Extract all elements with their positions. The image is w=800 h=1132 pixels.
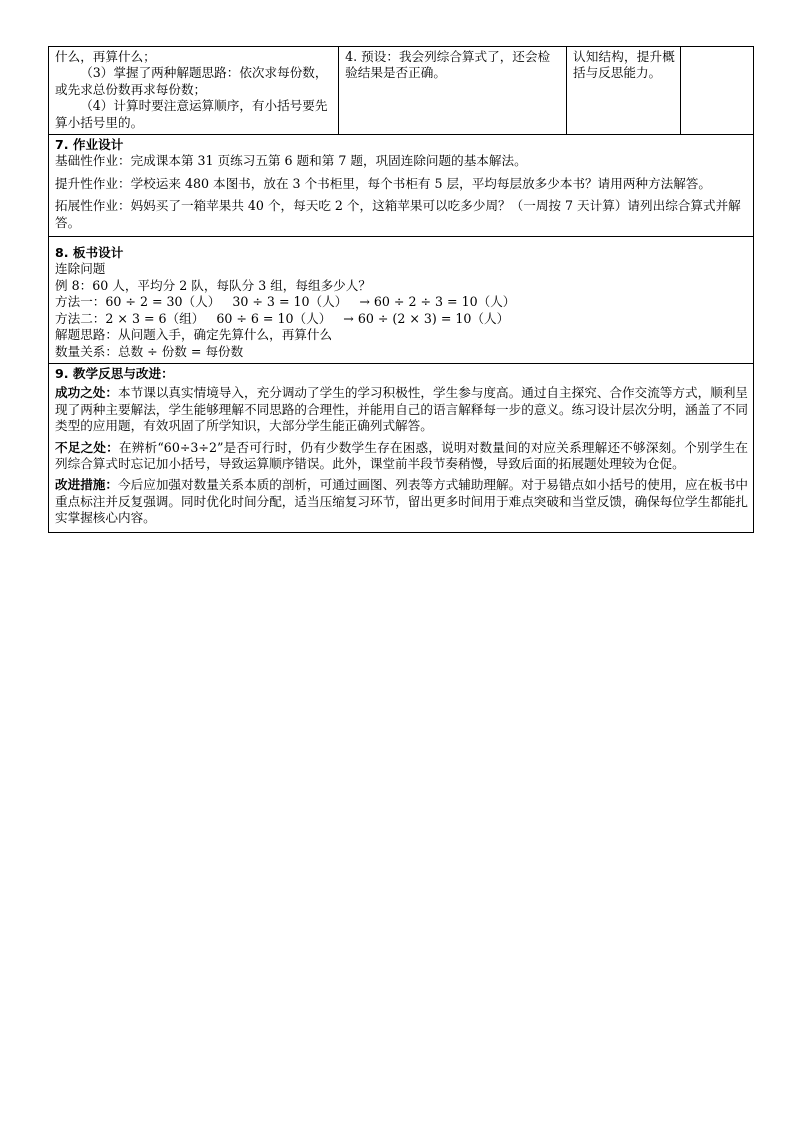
homework-row: [49, 135, 754, 237]
board-title: 8. 板书设计: [55, 245, 124, 261]
lesson-plan-table: [48, 46, 754, 533]
board-design-row: [49, 237, 754, 364]
board-topic: 连除问题: [55, 261, 106, 277]
student-activity-text: 4. 预设：我会列综合算式了，还会检验结果是否正确。: [345, 49, 551, 81]
reflection-cell: [49, 363, 754, 532]
reflection-success: [55, 385, 748, 434]
weakness-label: 不足之处：: [55, 439, 119, 455]
board-method-1: 方法一：60 ÷ 2 = 30（人） 30 ÷ 3 = 10（人） → 60 ÷ 2 ÷ 3 = 10（人）: [55, 294, 516, 310]
success-label: 成功之处：: [55, 385, 119, 401]
board-example: 例 8：60 人，平均分 2 队，每队分 3 组，每组多少人？: [55, 277, 371, 293]
homework-basic: 基础性作业：完成课本第 31 页练习五第 6 题和第 7 题，巩固连除问题的基本解法。: [55, 153, 527, 169]
improve-text: 今后应加强对数量关系本质的剖析，可通过画图、列表等方式辅助理解。对于易错点如小括号的使用，应在板书中重点标注并反复强调。同时优化时间分配，适当压缩复习环节，留出更多时间用于难点突破和当堂反馈，确保每位学生都能扎实掌握核心内容。: [55, 477, 749, 526]
reflection-row: [49, 363, 754, 532]
homework-cell: [49, 135, 754, 237]
activity-line-3: （4）计算时要注意运算顺序，有小括号要先算小括号里的。: [55, 98, 328, 130]
improve-label: 改进措施：: [55, 477, 119, 493]
homework-extend: 拓展性作业：妈妈买了一箱苹果共 40 个，每天吃 2 个，这箱苹果可以吃多少周？（一周按 7 天计算）请列出综合算式并解答。: [55, 198, 741, 230]
success-text: 本节课以真实情境导入，充分调动了学生的学习积极性，学生参与度高。通过自主探究、合作交流等方式，顺利呈现了两种主要解法，学生能够理解不同思路的合理性，并能用自己的语言解释每一步的意义。练习设计层次分明，涵盖了不同类型的应用题，有效巩固了所学知识，大部分学生能正确列式解答。: [55, 385, 749, 434]
homework-improve: 提升性作业：学校运来 480 本图书，放在 3 个书柜里，每个书柜有 5 层，平均每层放多少本书？请用两种方法解答。: [55, 175, 711, 191]
teacher-activity-cell: [49, 47, 339, 135]
board-design-cell: [49, 237, 754, 364]
process-continuation-row: [49, 47, 754, 135]
board-relation: 数量关系：总数 ÷ 份数 = 每份数: [55, 343, 244, 359]
design-intent-cell: [566, 47, 680, 135]
student-activity-cell: [339, 47, 567, 135]
reflection-weakness: [55, 440, 748, 473]
notes-cell: [680, 47, 753, 135]
board-method-2: 方法二：2 × 3 = 6（组） 60 ÷ 6 = 10（人） → 60 ÷ (2 × 3) = 10（人）: [55, 310, 510, 326]
design-intent-text: 认知结构，提升概括与反思能力。: [572, 49, 675, 81]
weakness-text: 在辨析“60÷3÷2”是否可行时，仍有少数学生存在困惑，说明对数量间的对应关系理解还不够深刻。个别学生在列综合算式时忘记加小括号，导致运算顺序错误。此外，课堂前半段节奏稍慢，导致后面的拓展题处理较为仓促。: [55, 439, 749, 471]
activity-line-2: （3）掌握了两种解题思路：依次求每份数，或先求总份数再求每份数；: [55, 65, 328, 97]
homework-title: 7. 作业设计: [55, 137, 124, 153]
board-approach: 解题思路：从问题入手，确定先算什么，再算什么: [55, 327, 333, 343]
reflection-improve: [55, 477, 748, 526]
activity-line-1: 什么，再算什么；: [55, 49, 156, 64]
reflection-title: 9. 教学反思与改进：: [55, 365, 174, 381]
